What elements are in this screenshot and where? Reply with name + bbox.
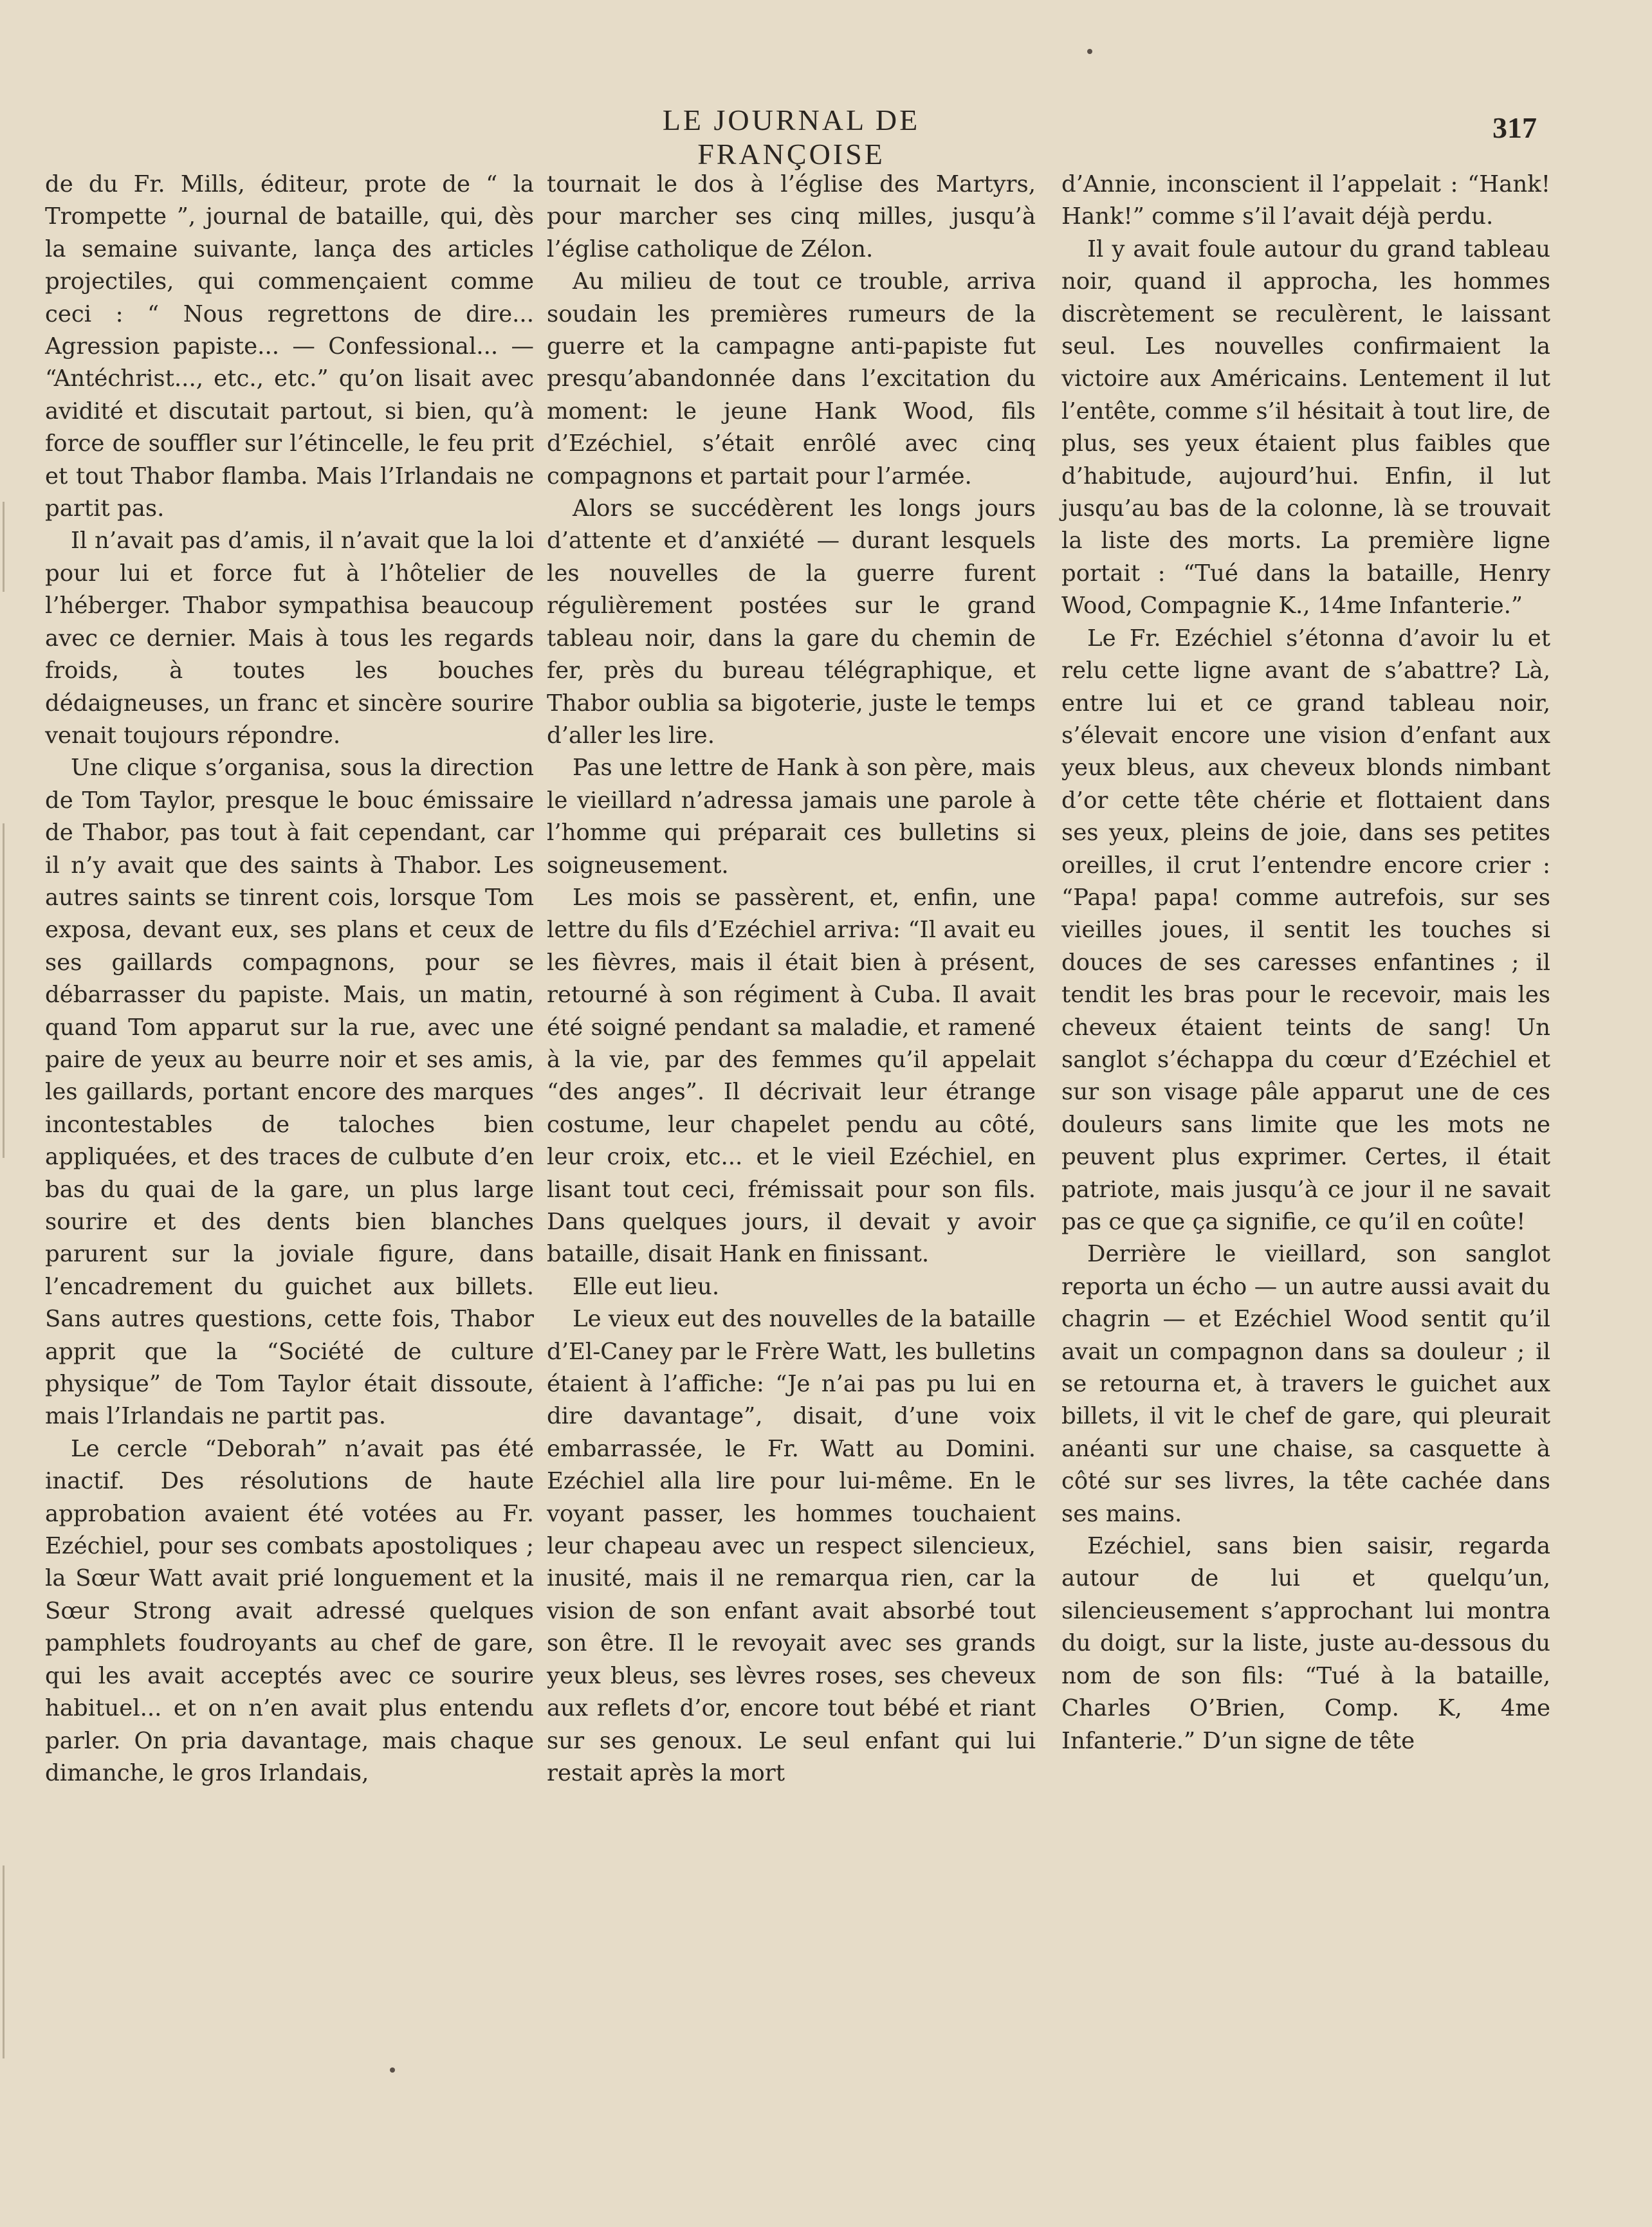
page-number: 317 — [1492, 111, 1537, 144]
paragraph: Il n’avait pas d’amis, il n’avait que la loi pour lui et force fut à l’hôtelier de l’héberger. Thabor sympathisa beaucoup avec ce dernier. Mais à tous les regards froids, à toutes les bouches dédaigneuses, un franc et sincère sourire venait toujours répondre. — [45, 527, 534, 749]
page-edge-mark — [3, 1865, 5, 2058]
text-column-3 — [1061, 169, 1550, 1757]
paragraph: tournait le dos à l’église des Martyrs, pour marcher ses cinq milles, jusqu’à l’église catholique de Zélon. — [547, 171, 1036, 262]
text-column-2 — [547, 169, 1036, 1790]
paragraph: Le cercle “Deborah” n’avait pas été inactif. Des résolutions de haute approbation avaient été votées au Fr. Ezéchiel, pour ses combats apostoliques ; la Sœur Watt avait prié longuement et la Sœur Strong avait adressé quelques pamphlets foudroyants au chef de gare, qui les avait acceptés avec ce sourire habituel... et on n’en avait plus entendu parler. On pria davantage, mais chaque dimanche, le gros Irlandais, — [45, 1435, 534, 1786]
print-speck — [1087, 49, 1092, 54]
paragraph: d’Annie, inconscient il l’appelait : “Hank! Hank!” comme s’il l’avait déjà perdu. — [1061, 171, 1550, 230]
paragraph: Derrière le vieillard, son sanglot reporta un écho — un autre aussi avait du chagrin — et Ezéchiel Wood sentit qu’il avait un compagnon dans sa douleur ; il se retourna et, à travers le guichet aux billets, il vit le chef de gare, qui pleurait anéanti sur une chaise, sa casquette à côté sur ses livres, la tête cachée dans ses mains. — [1061, 1241, 1550, 1527]
paragraph: Le Fr. Ezéchiel s’étonna d’avoir lu et relu cette ligne avant de s’abattre? Là, entre lui et ce grand tableau noir, s’élevait encore une vision d’enfant aux yeux bleus, aux cheveux blonds nimbant d’or cette tête chérie et flottaient dans ses yeux, pleins de joie, dans ses petites oreilles, il crut l’entendre encore crier : “Papa! papa! comme autrefois, sur ses vieilles joues, il sentit les touches si douces de ses caresses enfantines ; il tendit les bras pour le recevoir, mais les cheveux étaient teints de sang! Un sanglot s’échappa du cœur d’Ezéchiel et sur son visage pâle apparut une de ces douleurs sans limite que les mots ne peuvent plus exprimer. Certes, il était patriote, mais jusqu’à ce jour il ne savait pas ce que ça signifie, ce qu’il en coûte! — [1061, 625, 1550, 1235]
paragraph: Au milieu de tout ce trouble, arriva soudain les premières rumeurs de la guerre et la campagne anti-papiste fut presqu’abandonnée dans l’excitation du moment: le jeune Hank Wood, fils d’Ezéchiel, s’était enrôlé avec cinq compagnons et partait pour l’armée. — [547, 268, 1036, 490]
page-header — [0, 103, 1652, 170]
running-title: LE JOURNAL DE FRANÇOISE — [662, 104, 921, 170]
paragraph: Alors se succédèrent les longs jours d’attente et d’anxiété — durant lesquels les nouvelles de la guerre furent régulièrement postées sur le grand tableau noir, dans la gare du chemin de fer, près du bureau télégraphique, et Thabor oublia sa bigoterie, juste le temps d’aller les lire. — [547, 495, 1036, 749]
paragraph: Ezéchiel, sans bien saisir, regarda autour de lui et quelqu’un, silencieusement s’approchant lui montra du doigt, sur la liste, juste au-dessous du nom de son fils: “Tué à la bataille, Charles O’Brien, Comp. K, 4me Infanterie.” D’un signe de tête — [1061, 1533, 1550, 1754]
paragraph: Le vieux eut des nouvelles de la bataille d’El-Caney par le Frère Watt, les bulletins étaient à l’affiche: “Je n’ai pas pu lui en dire davantage”, disait, d’une voix embarrassée, le Fr. Watt au Domini. Ezéchiel alla lire pour lui-même. En le voyant passer, les hommes touchaient leur chapeau avec un respect silencieux, inusité, mais il ne remarqua rien, car la vision de son enfant avait absorbé tout son être. Il le revoyait avec ses grands yeux bleus, ses lèvres roses, ses cheveux aux reflets d’or, encore tout bébé et riant sur ses genoux. Le seul enfant qui lui restait après la mort — [547, 1306, 1036, 1786]
paragraph: Les mois se passèrent, et, enfin, une lettre du fils d’Ezéchiel arriva: “Il avait eu les fièvres, mais il était bien à présent, retourné à son régiment à Cuba. Il avait été soigné pendant sa maladie, et ramené à la vie, par des femmes qu’il appelait “des anges”. Il décrivait leur étrange costume, leur chapelet pendu au côté, leur croix, etc... et le vieil Ezéchiel, en lisant tout ceci, frémissait pour son fils. Dans quelques jours, il devait y avoir bataille, disait Hank en finissant. — [547, 884, 1036, 1268]
paragraph: Il y avait foule autour du grand tableau noir, quand il approcha, les hommes discrètement se reculèrent, le laissant seul. Les nouvelles confirmaient la victoire aux Américains. Lentement il lut l’entête, comme s’il hésitait à tout lire, de plus, ses yeux étaient plus faibles que d’habitude, aujourd’hui. Enfin, il lut jusqu’au bas de la colonne, là se trouvait la liste des morts. La première ligne portait : “Tué dans la bataille, Henry Wood, Compagnie K., 14me Infanterie.” — [1061, 235, 1550, 619]
paragraph: Une clique s’organisa, sous la direction de Tom Taylor, presque le bouc émissaire de Thabor, pas tout à fait cependant, car il n’y avait que des saints à Thabor. Les autres saints se tinrent cois, lorsque Tom exposa, devant eux, ses plans et ceux de ses gaillards compagnons, pour se débarrasser du papiste. Mais, un matin, quand Tom apparut sur la rue, avec une paire de yeux au beurre noir et ses amis, les gaillards, portant encore des marques incontestables de taloches bien appliquées, et des traces de culbute d’en bas du quai de la gare, un plus large sourire et des dents bien blanches parurent sur la joviale figure, dans l’encadrement du guichet aux billets. Sans autres questions, cette fois, Thabor apprit que la “Société de culture physique” de Tom Taylor était dissoute, mais l’Irlandais ne partit pas. — [45, 755, 534, 1430]
paragraph: de du Fr. Mills, éditeur, prote de “ la Trompette ”, journal de bataille, qui, dès la semaine suivante, lança des articles projectiles, qui commençaient comme ceci : “ Nous regrettons de dire... Agression papiste... — Confessional... — “Antéchrist..., etc., etc.” qu’on lisait avec avidité et discutait partout, si bien, qu’à force de souffler sur l’étincelle, le feu prit et tout Thabor flamba. Mais l’Irlandais ne partit pas. — [45, 171, 534, 522]
page-edge-mark — [3, 502, 5, 592]
text-column-1 — [45, 169, 534, 1790]
print-speck — [390, 2067, 395, 2073]
paragraph: Pas une lettre de Hank à son père, mais le vieillard n’adressa jamais une parole à l’homme qui préparait ces bulletins si soigneusement. — [547, 755, 1036, 879]
paragraph: Elle eut lieu. — [573, 1273, 720, 1300]
page-edge-mark — [3, 823, 5, 1158]
